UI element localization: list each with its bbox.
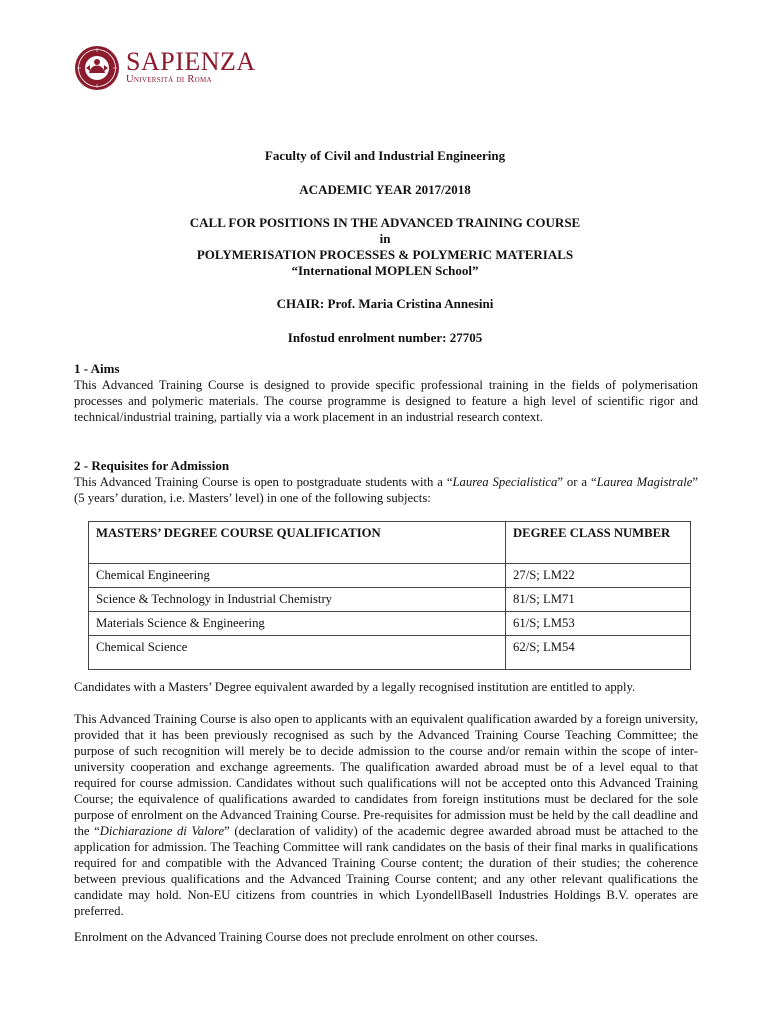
brand-subtitle: Università di Roma	[126, 74, 212, 85]
table-header-qualification: MASTERS’ DEGREE COURSE QUALIFICATION	[89, 522, 506, 564]
table-header-class-number: DEGREE CLASS NUMBER	[506, 522, 691, 564]
class-number-cell: 27/S; LM22	[506, 564, 691, 588]
class-number-cell: 61/S; LM53	[506, 612, 691, 636]
university-logo	[74, 45, 256, 91]
table-row	[89, 636, 691, 670]
table-row	[89, 564, 691, 588]
call-title-line3: POLYMERISATION PROCESSES & POLYMERIC MATERIALS	[196, 247, 574, 262]
foreign-text-b: ” (declaration of validity) of the academic degree awarded abroad must be attached to the application for admission. The Teaching Committee will rank candidates on the basis of their final marks in qualifications required for and compatible with the Advanced Training Course content; the duration of their studies; the coherence between previous qualifications and the Advanced Training Course content; and any other relevant qualifications the candidate may hold. Non-EU citizens from countries in which LyondellBasell Industries Holdings B.V. operates are preferred.	[74, 824, 698, 918]
intro-italic-2: Laurea Magistrale	[596, 475, 693, 489]
sapienza-seal-icon	[74, 45, 120, 91]
table-row	[89, 588, 691, 612]
infostud-line: Infostud enrolment number: 27705	[287, 330, 483, 345]
intro-text-c: ” (5 years’ duration, i.e. Masters’ level) in one of the following subjects:	[74, 475, 698, 505]
qualification-cell: Chemical Engineering	[89, 564, 506, 588]
section-1-body: This Advanced Training Course is designed to provide specific professional training in the fields of polymerisation processes and polymeric materials. The course programme is designed to feature a high level of scientific rigor and technical/industrial training, partially via a work placement in an industrial research context.	[74, 378, 698, 424]
faculty-title: Faculty of Civil and Industrial Engineering	[264, 148, 506, 163]
qualification-cell: Chemical Science	[89, 636, 506, 670]
table-header-row	[89, 522, 691, 564]
eligibility-paragraph: Candidates with a Masters’ Degree equivalent awarded by a legally recognised institution are entitled to apply.	[74, 680, 636, 694]
call-title-line4: “International MOPLEN School”	[291, 263, 479, 278]
enrolment-paragraph: Enrolment on the Advanced Training Course does not preclude enrolment on other courses.	[74, 930, 539, 944]
qualification-cell: Materials Science & Engineering	[89, 612, 506, 636]
intro-text-a: This Advanced Training Course is open to postgraduate students with a “	[74, 475, 453, 489]
foreign-qualification-paragraph	[74, 711, 698, 919]
section-2-intro	[74, 474, 698, 506]
call-title-line1: CALL FOR POSITIONS IN THE ADVANCED TRAINING COURSE	[189, 215, 581, 230]
brand-name: SAPIENZA	[126, 47, 256, 76]
class-number-cell: 81/S; LM71	[506, 588, 691, 612]
intro-italic-1: Laurea Specialistica	[452, 475, 558, 489]
brand-wordmark	[126, 47, 256, 86]
foreign-text-a: This Advanced Training Course is also open to applicants with an equivalent qualification awarded by a foreign university, provided that it has been previously recognised as such by the Advanced Training Course Teaching Committee; the purpose of such recognition will merely be to decide admission to the course and/or remain within the scope of inter-university cooperation and exchange agreements. The qualification awarded abroad must be of a level equal to that required for course admission. Candidates without such qualifications will not be accepted onto this Advanced Training Course; the equivalence of qualifications awarded to candidates from foreign institutions must be declared for the sole purpose of enrolment on the Advanced Training Course. Pre-requisites for admission must be held by the call deadline and the “	[74, 712, 698, 838]
chair-line: CHAIR: Prof. Maria Cristina Annesini	[276, 296, 494, 311]
academic-year: ACADEMIC YEAR 2017/2018	[299, 182, 471, 197]
section-1-heading: 1 - Aims	[74, 361, 120, 376]
section-2-heading: 2 - Requisites for Admission	[74, 458, 230, 473]
qualification-cell: Science & Technology in Industrial Chemistry	[89, 588, 506, 612]
call-title-line2: in	[379, 231, 391, 246]
intro-text-b: ” or a “	[557, 475, 597, 489]
dichiarazione-italic: Dichiarazione di Valore	[99, 824, 225, 838]
class-number-cell: 62/S; LM54	[506, 636, 691, 670]
qualifications-table	[88, 521, 691, 670]
table-row	[89, 612, 691, 636]
